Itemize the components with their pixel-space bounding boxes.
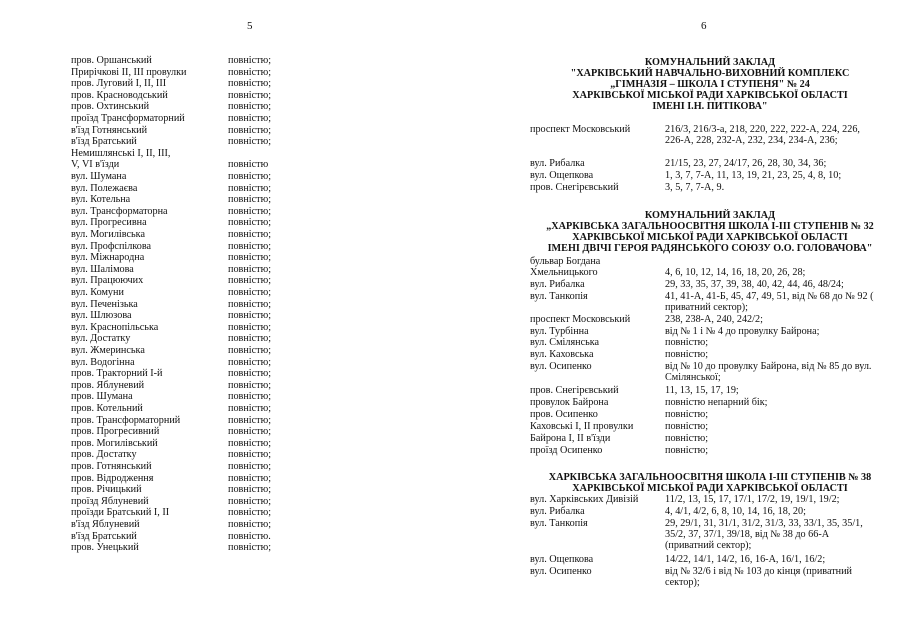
street-name: вул. Ощепкова — [530, 170, 594, 181]
street-coverage: 216/3, 216/3-а, 218, 220, 222, 222-А, 224, 226, 226-А, 228, 232-А, 232, 234, 234-А, 236; — [665, 124, 860, 146]
street-name: вул. Осипенко — [530, 361, 592, 372]
street-name: пров. Красноводський — [71, 89, 168, 101]
street-coverage: 29, 33, 35, 37, 39, 38, 40, 42, 44, 46, 48/24; — [665, 279, 844, 290]
street-coverage: від № 32/6 і від № 103 до кінця (приватний сектор); — [665, 566, 853, 588]
street-name: вул. Профспілкова — [71, 240, 152, 252]
street-name: вул. Рибалка — [530, 158, 585, 169]
street-coverage: повністю; — [228, 252, 272, 264]
heading-line: ХАРКІВСЬКОЇ МІСЬКОЇ РАДИ ХАРКІВСЬКОЇ ОБЛАСТІ — [572, 483, 848, 494]
street-coverage: повністю; — [228, 240, 272, 252]
street-coverage: повністю; — [228, 345, 272, 356]
street-name: Прирічкові II, III провулки — [71, 66, 187, 78]
street-coverage: повністю; — [228, 136, 272, 148]
street-coverage: від № 10 до провулку Байрона, від № 85 до вул. Смілянської; — [665, 361, 872, 383]
street-name: пров. Оршанський — [71, 55, 152, 66]
street-name: вул. Краснопільська — [71, 321, 159, 333]
street-coverage: повністю; — [228, 495, 272, 507]
heading-line: ХАРКІВСЬКОЇ МІСЬКОЇ РАДИ ХАРКІВСЬКОЇ ОБЛАСТІ — [572, 232, 848, 243]
street-name: в'їзд Братський — [71, 530, 137, 542]
street-coverage: повністю; — [228, 124, 272, 136]
street-name: в'їзд Яблуневий — [71, 519, 140, 530]
street-coverage: повністю; — [665, 445, 709, 456]
street-name: вул. Рибалка — [530, 506, 585, 517]
street-coverage: повністю; — [228, 368, 272, 380]
street-coverage: 4, 6, 10, 12, 14, 16, 18, 20, 26, 28; — [665, 267, 806, 278]
heading-line: КОМУНАЛЬНИЙ ЗАКЛАД — [644, 57, 776, 68]
street-coverage: повністю; — [228, 507, 272, 519]
street-name: проїзд Яблуневий — [71, 495, 149, 507]
street-coverage: 21/15, 23, 27, 24/17, 26, 28, 30, 34, 36; — [665, 158, 827, 169]
page-number-left: 5 — [247, 20, 253, 32]
street-name: вул. Трансформаторна — [71, 205, 168, 217]
heading-line: ХАРКІВСЬКОЇ МІСЬКОЇ РАДИ ХАРКІВСЬКОЇ ОБЛАСТІ — [572, 90, 848, 101]
street-coverage: повністю; — [228, 391, 272, 403]
street-name: вул. Танкопія — [530, 518, 588, 529]
street-coverage: повністю; — [228, 113, 272, 124]
street-coverage: повністю; — [228, 101, 272, 113]
street-name: вул. Достатку — [71, 333, 131, 345]
street-name: вул. Печенізька — [71, 298, 138, 310]
street-coverage: повністю; — [228, 78, 272, 90]
street-coverage: повністю; — [228, 461, 272, 472]
street-coverage: повністю; — [228, 205, 272, 217]
street-name: пров. Достатку — [71, 449, 137, 461]
street-coverage: повністю; — [228, 414, 272, 426]
street-coverage: повністю; — [228, 194, 272, 206]
street-name: пров. Відродження — [71, 472, 154, 484]
street-name: Немишлянські I, II, III, — [71, 147, 171, 159]
street-name: вул. Шалімова — [71, 263, 134, 275]
street-coverage: повністю непарний бік; — [665, 397, 768, 408]
street-coverage: повністю; — [228, 403, 272, 414]
street-coverage: повністю; — [228, 542, 272, 554]
street-name: вул. Комуни — [71, 287, 124, 298]
street-name: проїзд Трансформаторний — [71, 113, 185, 124]
street-coverage: повністю; — [228, 66, 272, 78]
street-coverage: повністю; — [228, 379, 272, 391]
street-coverage: повністю; — [228, 275, 272, 287]
street-name: вул. Прогресивна — [71, 217, 147, 229]
street-coverage: повністю; — [228, 171, 272, 182]
street-name: вул. Харківських Дивізій — [530, 494, 639, 505]
street-coverage: 1, 3, 7, 7-А, 11, 13, 19, 21, 23, 25, 4, 8, 10; — [665, 170, 842, 181]
street-coverage: повністю; — [228, 426, 272, 438]
street-name: вул. Шумана — [71, 171, 127, 182]
street-name: вул. Рибалка — [530, 279, 585, 290]
street-name: вул. Могилівська — [71, 229, 145, 240]
street-name: вул. Осипенко — [530, 566, 592, 577]
street-name: вул. Шлюзова — [71, 310, 132, 322]
street-name: пров. Снегірєвський — [530, 385, 619, 396]
street-coverage: повністю; — [228, 298, 272, 310]
street-coverage: повністю; — [228, 437, 272, 449]
street-coverage: 11/2, 13, 15, 17, 17/1, 17/2, 19, 19/1, 19/2; — [665, 494, 840, 505]
heading-line: „ХАРКІВСЬКА ЗАГАЛЬНООСВІТНЯ ШКОЛА I-III СТУПЕНІВ № 32 — [546, 221, 874, 232]
street-coverage: 238, 238-А, 240, 242/2; — [665, 314, 763, 325]
section-2-heading — [540, 210, 880, 254]
street-name: проспект Московський — [530, 314, 631, 325]
street-coverage: повністю; — [228, 182, 272, 194]
street-coverage: повністю; — [228, 333, 272, 345]
street-name: пров. Річицький — [71, 484, 142, 496]
street-name: Каховські I, II провулки — [530, 421, 634, 432]
heading-line: КОМУНАЛЬНИЙ ЗАКЛАД — [644, 210, 776, 221]
street-name: пров. Шумана — [71, 391, 133, 403]
street-name: проїзд Осипенко — [530, 445, 603, 456]
street-coverage: 14/22, 14/1, 14/2, 16, 16-А, 16/1, 16/2; — [665, 554, 826, 565]
street-coverage: повністю; — [228, 472, 272, 484]
street-name: Хмельницького — [530, 267, 598, 278]
street-coverage: повністю; — [228, 217, 272, 229]
heading-line: ХАРКІВСЬКА ЗАГАЛЬНООСВІТНЯ ШКОЛА I-III СТУПЕНІВ № 38 — [548, 472, 872, 483]
page-number-right: 6 — [701, 20, 707, 32]
street-name: проїзди Братський I, II — [71, 507, 170, 519]
street-name: вул. Смілянська — [530, 337, 600, 348]
street-name: вул. Каховська — [530, 349, 594, 360]
street-name: пров. Охтинський — [71, 101, 150, 113]
street-coverage: повністю; — [228, 310, 272, 322]
street-name: пров. Готнянський — [71, 461, 152, 472]
street-name: бульвар Богдана — [530, 256, 601, 267]
street-name: V, VI в'їзди — [71, 159, 120, 171]
street-coverage: повністю; — [228, 263, 272, 275]
street-coverage: повністю; — [665, 409, 709, 420]
street-name: провулок Байрона — [530, 397, 609, 408]
street-name: пров. Луговий I, II, III — [71, 78, 167, 90]
street-name: пров. Могилівський — [71, 437, 158, 449]
street-name: Байрона I, II в'їзди — [530, 433, 611, 444]
street-coverage: повністю; — [665, 349, 709, 360]
street-coverage: 3, 5, 7, 7-А, 9. — [665, 182, 725, 193]
section-1-heading — [540, 57, 880, 112]
street-name: пров. Трансформаторний — [71, 414, 181, 426]
section-3-heading — [540, 472, 880, 494]
street-name: в'їзд Готнянський — [71, 124, 148, 136]
street-coverage: повністю; — [228, 484, 272, 496]
street-name: пров. Снегірєвський — [530, 182, 619, 193]
street-coverage: повністю — [228, 159, 269, 171]
street-name: пров. Прогресивний — [71, 426, 160, 438]
street-coverage: повністю; — [228, 356, 272, 368]
street-coverage: повністю; — [228, 89, 272, 101]
street-name: пров. Осипенко — [530, 409, 598, 420]
street-name: пров. Унецький — [71, 542, 139, 554]
street-coverage: повністю; — [665, 421, 709, 432]
street-coverage: повністю; — [665, 337, 709, 348]
heading-line: "ХАРКІВСЬКИЙ НАВЧАЛЬНО-ВИХОВНИЙ КОМПЛЕКС — [570, 68, 850, 79]
street-coverage: повністю; — [228, 519, 272, 530]
street-name: вул. Котельна — [71, 194, 131, 206]
street-coverage: повністю. — [228, 530, 271, 542]
street-coverage: 11, 13, 15, 17, 19; — [665, 385, 739, 396]
heading-line: ІМЕНІ ДВІЧІ ГЕРОЯ РАДЯНСЬКОГО СОЮЗУ О.О. ГОЛОВАЧОВА" — [547, 243, 873, 254]
street-coverage: повністю; — [228, 55, 272, 66]
street-name: пров. Яблуневий — [71, 379, 145, 391]
street-coverage: повністю; — [665, 433, 709, 444]
street-coverage: повністю; — [228, 449, 272, 461]
street-name: вул. Турбінна — [530, 326, 589, 337]
street-coverage: повністю; — [228, 229, 272, 240]
street-name: пров. Котельний — [71, 403, 143, 414]
heading-line: „ГІМНАЗІЯ – ШКОЛА I СТУПЕНЯ" № 24 — [610, 79, 810, 90]
street-name: проспект Московський — [530, 124, 631, 135]
street-name: в'їзд Братський — [71, 136, 137, 148]
street-name: вул. Працюючих — [71, 275, 144, 287]
street-coverage: повністю; — [228, 321, 272, 333]
street-name: вул. Жмеринська — [71, 345, 145, 356]
street-coverage: 29, 29/1, 31, 31/1, 31/2, 31/3, 33, 33/1, 35, 35/1, 35/2, 37, 37/1, 39/18, від № 38 до 66-А (приватний сектор); — [665, 518, 863, 551]
street-coverage: від № 1 і № 4 до провулку Байрона; — [665, 326, 820, 337]
street-name: вул. Танкопія — [530, 291, 588, 302]
heading-line: ІМЕНІ І.Н. ПИТІКОВА" — [652, 101, 768, 112]
street-coverage: 41, 41-А, 41-Б, 45, 47, 49, 51, від № 68 до № 92 ( приватний сектор); — [665, 291, 874, 313]
street-name: вул. Міжнародна — [71, 252, 145, 264]
street-name: вул. Ощепкова — [530, 554, 594, 565]
street-name: вул. Полежаєва — [71, 182, 138, 194]
street-coverage: повністю; — [228, 287, 272, 298]
street-name: вул. Водогінна — [71, 356, 135, 368]
street-coverage: 4, 4/1, 4/2, 6, 8, 10, 14, 16, 18, 20; — [665, 506, 806, 517]
street-name: пров. Тракторний I-й — [71, 368, 163, 380]
